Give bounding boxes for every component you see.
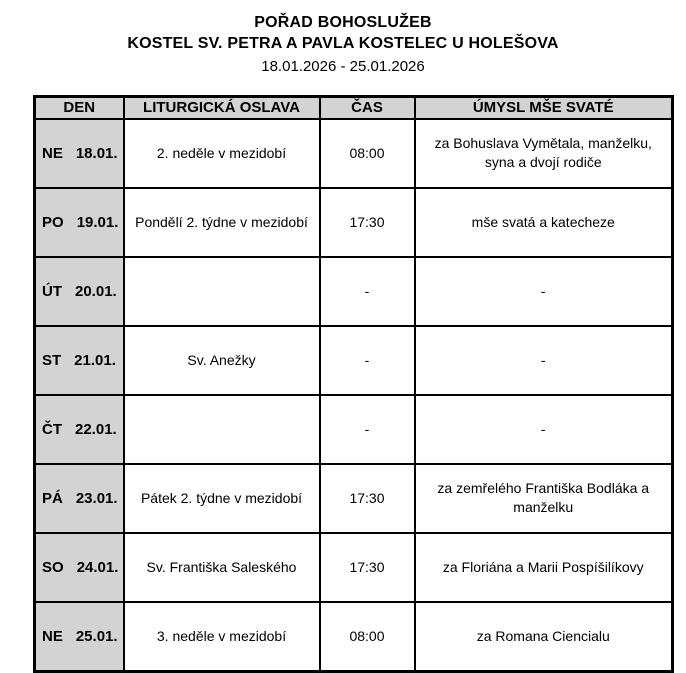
celebration-cell [124,395,320,464]
day-date: 23.01. [75,489,118,507]
celebration-cell: 3. neděle v mezidobí [124,602,320,672]
day-cell [35,395,124,464]
table-row [35,119,673,188]
intention-cell: za Bohuslava Vymětala, manželku, syna a dvojí rodiče [415,119,673,188]
day-date: 25.01. [75,627,118,645]
table-header-row [35,96,673,119]
celebration-cell [124,257,320,326]
day-abbrev: ST [42,351,62,369]
celebration-cell: Sv. Anežky [124,326,320,395]
time-cell: 17:30 [320,464,415,533]
day-cell [35,533,124,602]
time-cell: - [320,326,415,395]
column-header-liturgicka-oslava: LITURGICKÁ OSLAVA [124,96,320,119]
day-cell [35,119,124,188]
celebration-cell: Pondělí 2. týdne v mezidobí [124,188,320,257]
day-date: 22.01. [75,420,117,438]
time-cell: 17:30 [320,533,415,602]
day-abbrev: SO [42,558,64,576]
column-header-cas: ČAS [320,96,415,119]
column-header-den: DEN [35,96,124,119]
column-header-umysl: ÚMYSL MŠE SVATÉ [415,96,673,119]
intention-cell: - [415,257,673,326]
table-row [35,602,673,672]
day-abbrev: PÁ [42,489,63,507]
day-abbrev: PO [42,213,64,231]
day-cell [35,464,124,533]
intention-cell: za zemřelého Františka Bodláka a manželku [415,464,673,533]
time-cell: 08:00 [320,119,415,188]
celebration-cell: Pátek 2. týdne v mezidobí [124,464,320,533]
intention-cell: za Floriána a Marii Pospíšilíkovy [415,533,673,602]
intention-cell: za Romana Ciencialu [415,602,673,672]
day-cell [35,188,124,257]
day-abbrev: ÚT [42,282,62,300]
day-date: 20.01. [75,282,117,300]
intention-cell: - [415,326,673,395]
time-cell: - [320,257,415,326]
table-row [35,533,673,602]
page-title: POŘAD BOHOSLUŽEB [254,14,432,31]
table-row [35,257,673,326]
day-cell [35,326,124,395]
day-date: 19.01. [76,213,119,231]
time-cell: - [320,395,415,464]
intention-cell: mše svatá a katecheze [415,188,673,257]
table-row [35,464,673,533]
day-abbrev: NE [42,144,63,162]
day-abbrev: NE [42,627,63,645]
time-cell: 17:30 [320,188,415,257]
document-header [0,0,686,77]
table-row [35,395,673,464]
table-row [35,188,673,257]
date-range: 18.01.2026 - 25.01.2026 [261,58,425,76]
day-cell [35,602,124,672]
day-date: 21.01. [74,351,116,369]
table-row [35,326,673,395]
page-subtitle: KOSTEL SV. PETRA A PAVLA KOSTELEC U HOLEŠOVA [127,35,559,53]
day-abbrev: ČT [42,420,62,438]
intention-cell: - [415,395,673,464]
time-cell: 08:00 [320,602,415,672]
day-date: 24.01. [76,558,119,576]
day-cell [35,257,124,326]
celebration-cell: Sv. Františka Saleského [124,533,320,602]
day-date: 18.01. [75,144,118,162]
mass-schedule-table [33,95,674,673]
celebration-cell: 2. neděle v mezidobí [124,119,320,188]
